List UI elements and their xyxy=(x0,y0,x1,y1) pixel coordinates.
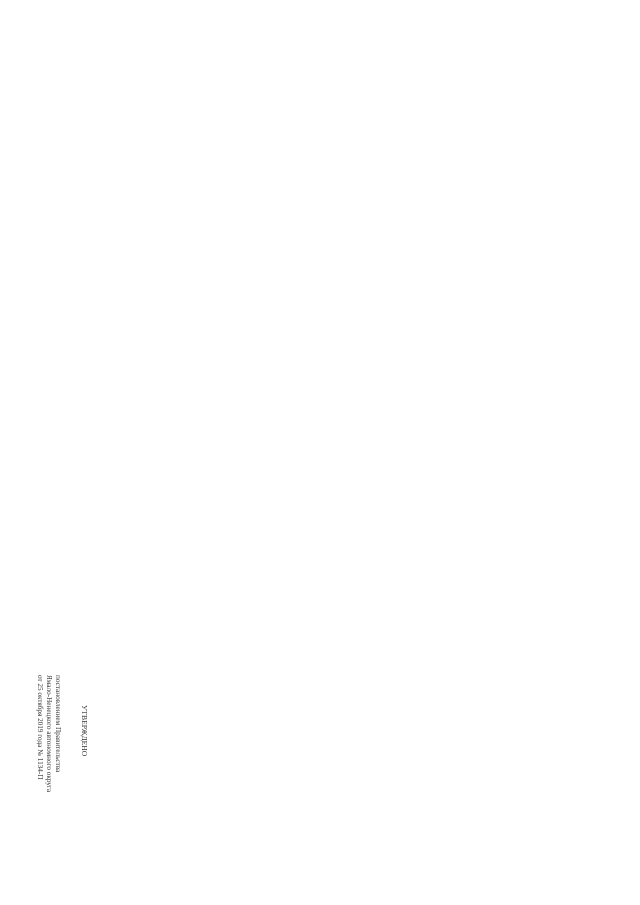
approval-line: Ямало-Ненецкого автономного округа xyxy=(44,675,53,793)
table-grid xyxy=(0,45,95,875)
approval-title: УТВЕРЖДЕНО xyxy=(80,705,89,757)
approval-line: от 25 октября 2019 года № 1134-П xyxy=(35,675,44,780)
approval-line: постановлением Правительства xyxy=(53,675,62,773)
rotated-sheet xyxy=(0,45,95,875)
